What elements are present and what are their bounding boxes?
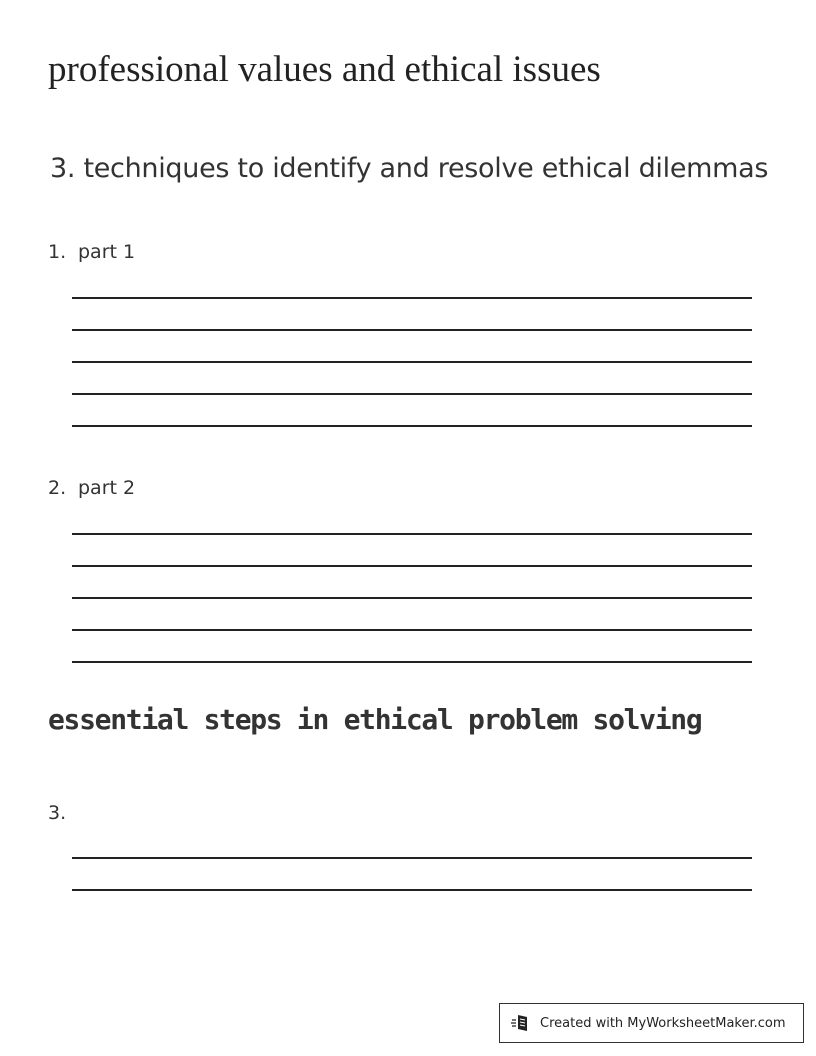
answer-line[interactable] — [72, 889, 752, 891]
answer-lines-question-3[interactable] — [72, 857, 752, 921]
question-number: 1. — [48, 241, 67, 263]
question-1 — [48, 241, 135, 263]
question-number: 2. — [48, 477, 67, 499]
page-title: professional values and ethical issues — [48, 49, 601, 90]
question-2 — [48, 477, 135, 499]
question-text: part 1 — [78, 241, 136, 263]
answer-line[interactable] — [72, 297, 752, 299]
footer-badge[interactable] — [499, 1003, 804, 1043]
answer-line[interactable] — [72, 361, 752, 363]
subheading: essential steps in ethical problem solving — [48, 703, 702, 736]
answer-line[interactable] — [72, 661, 752, 663]
section-heading: 3. techniques to identify and resolve ethical dilemmas — [50, 153, 769, 184]
answer-line[interactable] — [72, 329, 752, 331]
answer-line[interactable] — [72, 629, 752, 631]
question-text: part 2 — [78, 477, 136, 499]
answer-line[interactable] — [72, 857, 752, 859]
answer-line[interactable] — [72, 425, 752, 427]
answer-line[interactable] — [72, 393, 752, 395]
question-3 — [48, 802, 78, 824]
answer-lines-question-2[interactable] — [72, 533, 752, 693]
worksheet-maker-logo-icon — [510, 1012, 532, 1034]
answer-lines-question-1[interactable] — [72, 297, 752, 457]
answer-line[interactable] — [72, 565, 752, 567]
answer-line[interactable] — [72, 597, 752, 599]
footer-text: Created with MyWorksheetMaker.com — [540, 1015, 786, 1031]
question-number: 3. — [48, 802, 67, 824]
answer-line[interactable] — [72, 533, 752, 535]
